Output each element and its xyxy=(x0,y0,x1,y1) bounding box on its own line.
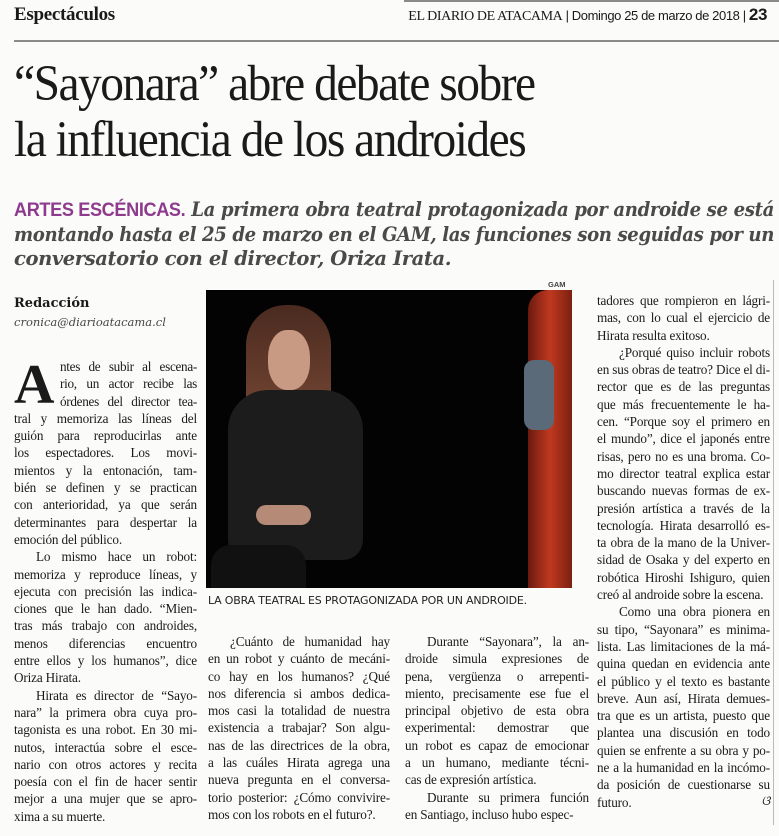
article-line xyxy=(597,794,770,811)
article-line-text: su tipo, “Sayonara” es minima- xyxy=(597,621,770,637)
article-line-text: mejor a una mujer que se apro- xyxy=(14,791,197,807)
article-line xyxy=(208,702,390,719)
article-line xyxy=(208,789,390,806)
article-line-text: el mundo”, dice el japonés entre xyxy=(597,431,770,447)
article-line-text: bién se definen y se practican xyxy=(14,480,197,496)
article-line-text: quina quedan en evidencia ante xyxy=(597,656,770,672)
article-line-text: ¿Porqué quiso incluir robots xyxy=(619,344,770,360)
article-line xyxy=(597,759,770,776)
article-line-text: con anterioridad, ya que serán xyxy=(14,497,197,513)
article-line xyxy=(208,806,390,823)
article-line-text: ntes de subir al escena- xyxy=(60,359,197,374)
article-line-text: lista. Las limitaciones de la má- xyxy=(597,638,770,654)
article-line-text: determinantes para despertar la xyxy=(14,514,197,530)
stage-prop-detail xyxy=(524,360,554,430)
article-line-text: ¿Cuánto de humanidad hay xyxy=(230,634,390,649)
article-line-text: xima a su muerte. xyxy=(14,808,106,824)
article-line xyxy=(597,430,770,447)
article-line-text: mo director teatral explica estar xyxy=(597,465,770,481)
article-line-text: nos diferencia si ambos dedica- xyxy=(208,685,390,701)
article-line xyxy=(14,687,197,704)
android-face xyxy=(268,330,310,390)
kicker: ARTES ESCÉNICAS. xyxy=(14,199,186,221)
article-line-text: robótica Hiroshi Ishiguro, quien xyxy=(597,569,770,585)
article-line xyxy=(597,482,770,499)
article-line-text: cen. “Porque soy el primero en xyxy=(597,414,770,430)
article-line xyxy=(597,500,770,517)
stage-prop xyxy=(528,290,572,588)
article-line xyxy=(597,465,770,482)
article-line xyxy=(14,566,197,583)
article-line xyxy=(14,496,197,513)
photo-caption: LA OBRA TEATRAL ES PROTAGONIZADA POR UN ANDROIDE. xyxy=(208,594,527,607)
article-line xyxy=(597,517,770,534)
article-line-text: futuro. xyxy=(597,794,632,810)
article-line xyxy=(597,309,770,326)
article-line-text: Durante “Sayonara”, la an- xyxy=(427,634,589,649)
article-line-text: Hirata es director de “Sayo- xyxy=(36,687,197,703)
article-line-text: torio posterior: ¿Cómo convivire- xyxy=(208,789,390,805)
article-line-text: da posición de cuestionarse su xyxy=(597,777,770,793)
article-line-text: guión para reproducirlas ante xyxy=(14,428,197,444)
article-line-text: mos con los robots en el futuro?. xyxy=(208,806,376,822)
article-line xyxy=(405,685,589,702)
article-line-text: tral y memoriza las líneas del xyxy=(14,410,197,426)
article-line-text: nario con otros actores y recita xyxy=(14,756,197,772)
article-line-text: pena, vergüenza o arrepenti- xyxy=(405,668,589,684)
article-line-text: tecnología. Hirata desarrolló es- xyxy=(597,517,770,533)
article-line-text: experimental: demostrar que xyxy=(405,720,589,736)
article-line xyxy=(14,704,197,721)
article-photo xyxy=(206,290,572,588)
deck-line-3 xyxy=(14,247,774,272)
article-line xyxy=(597,690,770,707)
article-line xyxy=(14,548,197,565)
byline-author: Redacción xyxy=(14,296,90,311)
article-line xyxy=(597,776,770,793)
article-line xyxy=(208,754,390,771)
article-line xyxy=(14,600,197,617)
article-line-text: poesía con el fin de hacer sentir xyxy=(14,774,197,790)
article-line-text: nara” la primera obra cuya pro- xyxy=(14,704,197,720)
article-line xyxy=(14,739,197,756)
article-line xyxy=(597,569,770,586)
top-rule xyxy=(404,0,779,2)
article-line-text: órdenes del director tea- xyxy=(60,393,197,409)
article-line-text: nutos, interactúa sobre el esce- xyxy=(14,739,197,755)
article-line-text: mientos y la entonación, tam- xyxy=(14,462,197,478)
article-line xyxy=(405,771,589,788)
article-line xyxy=(14,444,197,461)
article-line xyxy=(208,737,390,754)
deck-line: conversatorio con el director, Oriza Irata. xyxy=(14,247,452,270)
article-line xyxy=(14,514,197,531)
article-line-text: sidad de Osaka y del experto en xyxy=(597,552,770,568)
article-column-2 xyxy=(208,633,390,823)
article-line-text: quien se enfrente a su obra y po- xyxy=(597,742,770,758)
article-line-text: Lo mismo hace un robot: xyxy=(36,549,197,565)
article-line-text: nas de las directrices de la obra, xyxy=(208,737,390,753)
article-line xyxy=(14,635,197,652)
article-line xyxy=(14,531,197,548)
article-column-3 xyxy=(405,633,589,823)
article-line xyxy=(14,617,197,634)
article-line-text: en un robot y cuánto de mecáni- xyxy=(208,651,390,667)
article-line-text: entre ellos y los humanos”, dice xyxy=(14,653,197,669)
article-line xyxy=(14,583,197,600)
android-legs xyxy=(211,545,306,588)
article-line-text: miento, precisamente ese fue el xyxy=(405,685,589,701)
article-line xyxy=(14,479,197,496)
article-line xyxy=(14,669,197,686)
article-line-text: mas, con lo cual el ejercicio de xyxy=(597,310,770,326)
article-line-text: tras más trabajo con androides, xyxy=(14,618,197,634)
article-line-text: emoción del público. xyxy=(14,531,122,547)
page-number: 23 xyxy=(748,5,767,24)
article-line xyxy=(597,655,770,672)
article-line-text: co hay en los humanos? ¿Qué xyxy=(208,668,390,684)
article-line-text: que más frecuentemente le ha- xyxy=(597,396,770,412)
article-line xyxy=(14,790,197,807)
drop-cap: A xyxy=(14,354,55,416)
article-line xyxy=(597,413,770,430)
article-line-text: droide simula expresiones de xyxy=(405,651,589,667)
headline xyxy=(14,56,721,168)
article-line-text: en Santiago, incluso hubo espec- xyxy=(405,806,574,822)
article-line xyxy=(405,737,589,754)
article-line xyxy=(405,806,589,823)
article-line-text: mos casi la totalidad de nuestra xyxy=(208,703,390,719)
article-line xyxy=(597,707,770,724)
article-line-text: tadores que rompieron en lágri- xyxy=(597,293,770,308)
article-line xyxy=(405,650,589,667)
article-line xyxy=(597,396,770,413)
byline-email[interactable]: cronica@diarioatacama.cl xyxy=(14,315,166,329)
article-line xyxy=(14,427,197,444)
article-line xyxy=(597,344,770,361)
article-line xyxy=(597,638,770,655)
article-line xyxy=(597,673,770,690)
article-line-text: cas de expresión artística. xyxy=(405,772,537,788)
header-rule xyxy=(14,40,779,42)
article-line xyxy=(597,378,770,395)
deck-line: La primera obra teatral protagonizada por androide se está xyxy=(185,198,775,221)
article-line xyxy=(405,754,589,771)
article-line xyxy=(208,668,390,685)
article-line xyxy=(14,756,197,773)
article-line-text: menos diferencias encuentro xyxy=(14,635,197,651)
article-line xyxy=(597,292,770,309)
article-line-text: memoriza y reproduce líneas, y xyxy=(14,566,197,582)
article-line-text: tagonista es una robot. En 30 mi- xyxy=(14,722,197,738)
article-line xyxy=(597,621,770,638)
article-line xyxy=(208,633,390,650)
article-line-text: Hirata resulta exitoso. xyxy=(597,327,710,343)
deck xyxy=(14,198,774,272)
article-line-text: Durante su primera función xyxy=(427,789,589,805)
article-line-text: rector que es de las preguntas xyxy=(597,379,770,395)
article-line xyxy=(208,719,390,736)
article-line xyxy=(597,603,770,620)
article-line-text: tra que es un artista, puesto que xyxy=(597,708,770,724)
article-line-text: ciones que le han dado. “Mien- xyxy=(14,601,197,617)
headline-line: la influencia de los androides xyxy=(14,112,526,168)
article-line xyxy=(597,534,770,551)
article-line xyxy=(14,652,197,669)
article-line-text: nueva pregunta en el conversa- xyxy=(208,772,390,788)
article-line-text: plantea una discusión en todo xyxy=(597,725,770,741)
article-line-text: creó al androide sobre la escena. xyxy=(597,587,764,603)
masthead: EL DIARIO DE ATACAMA | Domingo 25 de marzo de 2018 | 23 xyxy=(408,5,767,24)
photo-credit: GAM xyxy=(548,280,566,289)
article-line xyxy=(14,808,197,825)
article-line xyxy=(405,789,589,806)
article-line-text: Oriza Hirata. xyxy=(14,670,81,686)
section-title: Espectáculos xyxy=(14,4,115,25)
column-rule xyxy=(773,280,774,825)
article-line xyxy=(597,327,770,344)
article-line-text: ne a la humanidad en la incómo- xyxy=(597,760,770,776)
article-line xyxy=(597,742,770,759)
article-line xyxy=(597,724,770,741)
headline-line: “Sayonara” abre debate sobre xyxy=(14,56,535,112)
article-line-text: a las cuáles Hirata agrega una xyxy=(208,755,390,771)
deck-line-1 xyxy=(14,198,774,223)
deck-line-2 xyxy=(14,223,774,248)
article-line xyxy=(14,462,197,479)
article-line xyxy=(208,650,390,667)
article-line-text: breve. Aun así, Hirata demues- xyxy=(597,690,770,706)
article-line-text: rio, un actor recibe las xyxy=(60,376,197,392)
article-line-text: presión artística a través de la xyxy=(597,500,770,516)
article-line xyxy=(208,771,390,788)
paper-name: EL DIARIO DE ATACAMA xyxy=(408,9,563,24)
article-line-text: ta obra de la mano de la Univer- xyxy=(597,535,770,551)
article-line-text: risas, pero no es una broma. Co- xyxy=(597,448,770,464)
article-line-text: ejecuta con precisión las indica- xyxy=(14,583,197,599)
issue-date: Domingo 25 de marzo de 2018 xyxy=(571,8,740,23)
article-line xyxy=(405,719,589,736)
article-line xyxy=(405,668,589,685)
article-line xyxy=(597,361,770,378)
article-line xyxy=(405,633,589,650)
article-line-text: existencia a trabajar? Son algu- xyxy=(208,720,390,736)
article-line-text: un robot es capaz de emocionar xyxy=(405,737,589,753)
article-line xyxy=(14,721,197,738)
article-line-text: principal objetivo de esta obra xyxy=(405,703,589,719)
deck-line: montando hasta el 25 de marzo en el GAM, las funciones son seguidas por un xyxy=(14,222,774,246)
article-line-text: buscando nuevas formas de ex- xyxy=(597,483,770,499)
article-line xyxy=(14,773,197,790)
article-line xyxy=(597,586,770,603)
article-line xyxy=(208,685,390,702)
article-line-text: Como una obra pionera en xyxy=(619,604,770,620)
android-dress xyxy=(228,390,363,560)
article-line xyxy=(405,702,589,719)
article-line-text: el público y el texto es bastante xyxy=(597,673,770,689)
end-mark: ଓ xyxy=(761,793,770,809)
android-hands xyxy=(256,505,311,525)
article-line-text: a un humano, mediante técni- xyxy=(405,755,589,771)
article-line-text: en sus obras de teatro? Dice el di- xyxy=(597,362,770,378)
article-line-text: los espectadores. Los movi- xyxy=(14,445,197,461)
article-line xyxy=(597,551,770,568)
article-line xyxy=(597,448,770,465)
article-column-1 xyxy=(14,354,197,825)
article-column-4 xyxy=(597,292,770,811)
